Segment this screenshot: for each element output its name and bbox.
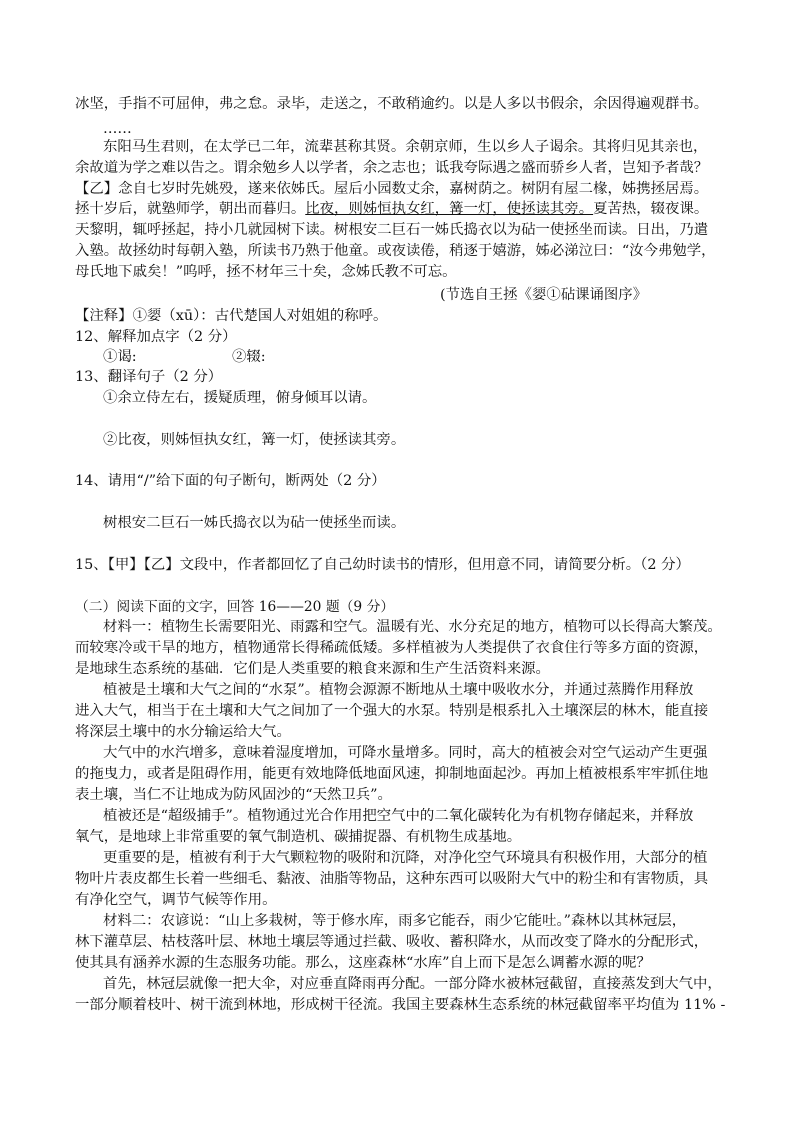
ellipsis: ……: [103, 121, 132, 137]
question-12-item-b: ②辍:: [232, 349, 266, 365]
question-13-item-2: ②比夜，则姊恒执女红，篝一灯，使拯读其旁。: [103, 432, 406, 448]
underlined-sentence: 比夜，则姊恒执女红，篝一灯，使拯读其旁。: [305, 201, 594, 217]
question-14-sentence: 树根安二巨石一姊氏捣衣以为砧一使拯坐而读。: [103, 515, 406, 531]
passage-line: 余故道为学之难以告之。谓余勉乡人以学者，余之志也；诋我夸际遇之盛而骄乡人者，岂知予者哉？: [75, 160, 709, 176]
question-13: 13、翻译句子（2 分）: [75, 369, 223, 385]
source-citation: (节选自王拯《媭①砧课诵图序》: [440, 287, 648, 303]
passage-line: 将深层土壤中的水分输运给大气。: [75, 724, 291, 740]
question-15: 15、【甲】【乙】文段中，作者都回忆了自己幼时读书的情形，但用意不同，请简要分析。（2 分）: [75, 557, 690, 573]
passage-line: 进入大气，相当于在土壤和大气之间加了一个强大的水泵。特别是根系扎入土壤深层的林木，能直接: [75, 703, 709, 719]
passage-line: 物叶片表皮都生长着一些细毛、黏液、油脂等物品，这种东西可以吸附大气中的粉尘和有害物质，具: [75, 871, 709, 887]
passage-line: 一部分顺着枝叶、树干流到林地，形成树干径流。我国主要森林生态系统的林冠截留率平均值为 11% -: [75, 997, 726, 1013]
annotation-note: 【注释】①媭（xū）：古代楚国人对姐姐的称呼。: [75, 308, 388, 324]
question-12-item-a: ①谒:: [103, 349, 137, 365]
passage-line: 有净化空气，调节气候等作用。: [75, 892, 277, 908]
passage-line: 表土壤，当仁不让地成为防风固沙的“天然卫兵”。: [75, 787, 392, 803]
passage-line: 冰坚，手指不可屈伸，弗之怠。录毕，走送之，不敢稍逾约。以是人多以书假余，余因得遍观群书。: [75, 96, 709, 112]
passage-line: 【乙】念自七岁时先姚殁，遂来依姊氏。屋后小园数丈余，嘉树荫之。树阴有屋二椽，姊携拯居焉。: [75, 181, 709, 197]
passage-line: 入塾。故拯幼时每朝入塾，所读书乃熟于他童。或夜读倦，稍逐于嬉游，姊必涕泣曰：“汝今弗勉学，: [75, 243, 716, 259]
passage-line: 是地球生态系统的基础．它们是人类重要的粮食来源和生产生活资料来源。: [75, 661, 550, 677]
passage-line: 东阳马生君则，在太学已二年，流辈甚称其贤。余朝京师，生以乡人子谒余。其将归见其亲也，: [103, 139, 708, 155]
question-13-item-1: ①余立侍左右，援疑质理，俯身倾耳以请。: [103, 390, 377, 406]
passage-line: 而较寒冷或干旱的地方，植物通常长得稀疏低矮。多样植被为人类提供了衣食住行等多方面的资源，: [75, 640, 709, 656]
passage-line: 首先，林冠层就像一把大伞，对应垂直降雨再分配。一部分降水被林冠截留，直接蒸发到大气中，: [103, 976, 722, 992]
passage-line: 林下灌草层、枯枝落叶层、林地土壤层等通过拦截、吸收、蓄积降水，从而改变了降水的分配形式，: [75, 934, 709, 950]
passage-line: 母氏地下戚矣！”呜呼，拯不材年三十矣，念姊氏教不可忘。: [75, 264, 457, 280]
question-12: 12、解释加点字（2 分）: [75, 329, 237, 345]
passage-line: 拯十岁后，就塾师学，朝出而暮归。比夜，则姊恒执女红，篝一灯，使拯读其旁。夏苦热，辍夜课。: [75, 201, 709, 217]
passage-line: 使其具有涵养水源的生态服务功能。那么，这座森林“水库”自上而下是怎么调蓄水源的呢？: [75, 955, 651, 971]
question-14: 14、请用“/”给下面的句子断句，断两处（2 分）: [75, 473, 386, 489]
passage-line: 更重要的是，植被有利于大气颗粒物的吸附和沉降，对净化空气环境具有积极作用，大部分的植: [103, 850, 708, 866]
passage-line: 植被还是“超级捕手”。植物通过光合作用把空气中的二氧化碳转化为有机物存储起来，并释放: [103, 808, 694, 824]
passage-line: 材料一：植物生长需要阳光、雨露和空气。温暖有光、水分充足的地方，植物可以长得高大繁茂。: [103, 619, 722, 635]
passage-line: 植被是土壤和大气之间的“水泵”。植物会源源不断地从土壤中吸收水分，并通过蒸腾作用释放: [103, 682, 694, 698]
passage-line: 氧气，是地球上非常重要的氧气制造机、碳捕捉器、有机物生成基地。: [75, 829, 522, 845]
section-two-heading: （二）阅读下面的文字，回答 16——20 题（9 分）: [75, 599, 395, 615]
passage-line: 大气中的水汽增多，意味着湿度增加，可降水量增多。同时，高大的植被会对空气运动产生更强: [103, 745, 708, 761]
passage-line: 天黎明，辄呼拯起，持小几就园树下读。树根安二巨石一姊氏捣衣以为砧一使拯坐而读。日出，乃遣: [75, 222, 709, 238]
passage-line: 的拖曳力，或者是阻碍作用，能更有效地降低地面风速，抑制地面起沙。再加上植被根系牢牢抓住地: [75, 766, 709, 782]
passage-line: 材料二：农谚说：“山上多栽树，等于修水库，雨多它能吞，雨少它能吐。”森林以其林冠层，: [103, 913, 687, 929]
